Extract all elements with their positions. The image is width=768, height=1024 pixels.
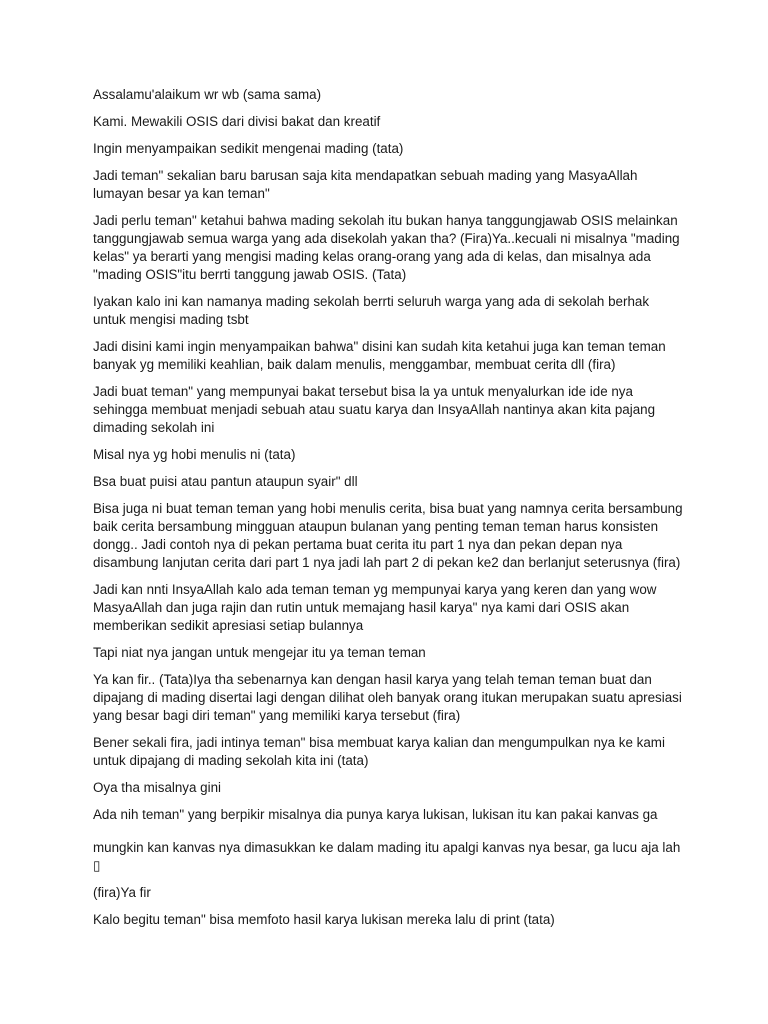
document-body [93,86,683,938]
paragraph-school-mading: Iyakan kalo ini kan namanya mading sekolah berrti seluruh warga yang ada di sekolah berhak untuk mengisi mading tsbt [93,294,650,327]
paragraph-new-mading: Jadi teman" sekalian baru barusan saja kita mendapatkan sebuah mading yang MasyaAllah lumayan besar ya kan teman" [93,168,638,201]
paragraph-displayed-work: Ya kan fir.. (Tata)Iya tha sebenarnya kan dengan hasil karya yang telah teman teman buat dan dipajang di mading disertai lagi dengan dilihat oleh banyak orang itukan merupakan suatu apresiasi yang besar bagi diri teman" yang memiliki karya tersebut (fira) [93,672,682,723]
paragraph-poetry: Bsa buat puisi atau pantun ataupun syair" dll [93,474,358,489]
paragraph-intro: Kami. Mewakili OSIS dari divisi bakat dan kreatif [93,114,381,129]
paragraph-writing-hobby: Misal nya yg hobi menulis ni (tata) [93,447,296,462]
paragraph-reply: (fira)Ya fir [93,885,151,900]
paragraph-canvas: mungkin kan kanvas nya dimasukkan ke dalam mading itu apalgi kanvas nya besar, ga lucu aja lah ▯ [93,840,681,873]
paragraph-appreciation: Jadi kan nnti InsyaAllah kalo ada teman teman yg mempunyai karya yang keren dan yang wow MasyaAllah dan juga rajin dan rutin untuk memajang hasil karya" nya kami dari OSIS akan memberikan sedikit apresiasi setiap bulannya [93,582,657,633]
paragraph-talent: Jadi buat teman" yang mempunyai bakat tersebut bisa la ya untuk menyalurkan ide ide nya sehingga membuat menjadi sebuah atau suatu karya dan InsyaAllah nantinya akan kita pajang dimading sekolah ini [93,384,656,435]
paragraph-painting: Ada nih teman" yang berpikir misalnya dia punya karya lukisan, lukisan itu kan pakai kanvas ga [93,807,658,822]
paragraph-intention: Tapi niat nya jangan untuk mengejar itu ya teman teman [93,645,426,660]
paragraph-example: Oya tha misalnya gini [93,780,222,795]
paragraph-summary: Bener sekali fira, jadi intinya teman" bisa membuat karya kalian dan mengumpulkan nya ke kami untuk dipajang di mading sekolah kita ini (tata) [93,735,665,768]
paragraph-serial-story: Bisa juga ni buat teman teman yang hobi menulis cerita, bisa buat yang namnya cerita bersambung baik cerita bersambung mingguan ataupun bulanan yang penting teman teman harus konsisten dongg.. Jadi contoh nya di pekan pertama buat cerita itu part 1 nya dan pekan depan nya disambung lanjutan cerita dari part 1 nya jadi lah part 2 di pekan ke2 dan berlanjut seterusnya (fira) [93,501,683,570]
paragraph-skills: Jadi disini kami ingin menyampaikan bahwa" disini kan sudah kita ketahui juga kan teman teman banyak yg memiliki keahlian, baik dalam menulis, menggambar, membuat cerita dll (fira) [93,339,666,372]
paragraph-topic: Ingin menyampaikan sedikit mengenai mading (tata) [93,141,404,156]
paragraph-greeting: Assalamu'alaikum wr wb (sama sama) [93,87,322,102]
paragraph-photo-print: Kalo begitu teman" bisa memfoto hasil karya lukisan mereka lalu di print (tata) [93,912,555,927]
paragraph-responsibility: Jadi perlu teman" ketahui bahwa mading sekolah itu bukan hanya tanggungjawab OSIS melainkan tanggungjawab semua warga yang ada disekolah yakan tha? (Fira)Ya..kecuali ni misalnya "mading kelas" ya berarti yang mengisi mading kelas orang-orang yang ada di kelas, dan misalnya ada "mading OSIS"itu berrti tanggung jawab OSIS. (Tata) [93,213,680,282]
